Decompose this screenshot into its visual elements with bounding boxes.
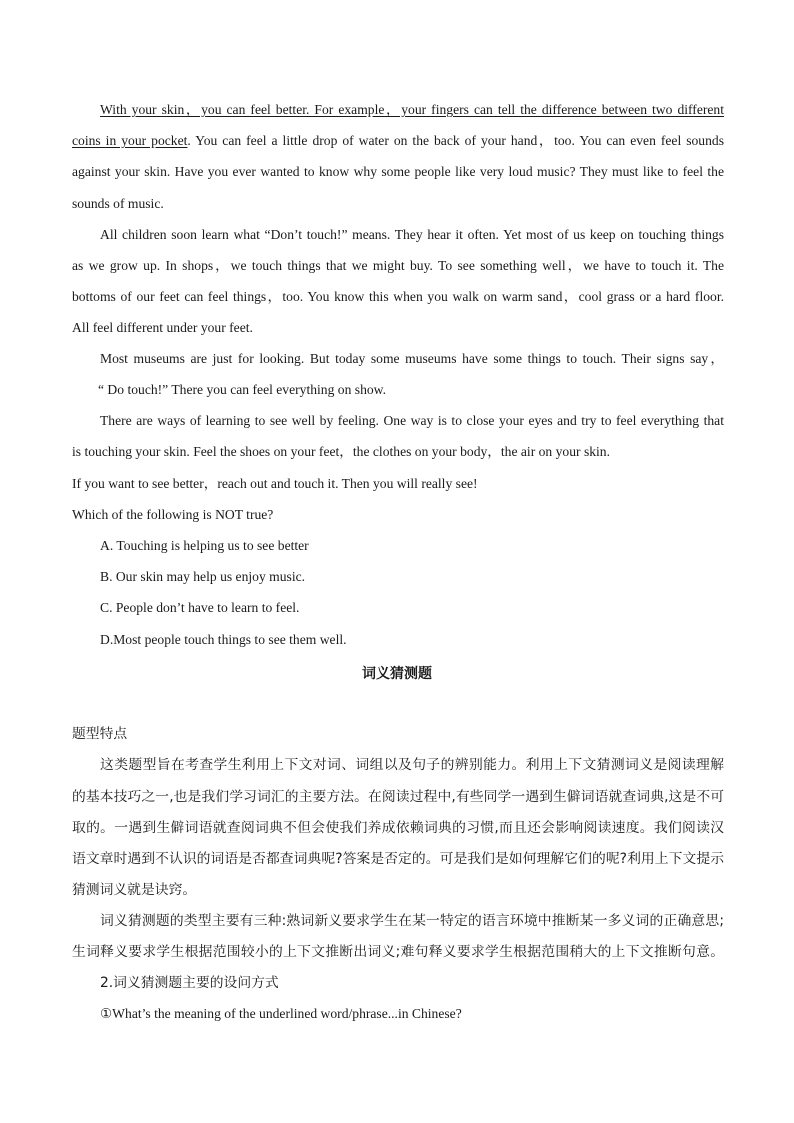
passage-p1-line4: sounds of music. [72, 196, 164, 211]
passage-p2-line2: as we grow up. In shops，we touch things that we might buy. To see something well，we have to touch it. The [72, 258, 724, 273]
passage-p1-line3: against your skin. Have you ever wanted to know why some people like very loud music? They must like to feel the [72, 164, 724, 179]
section-para2-line2: 生词释义要求学生根据范围较小的上下文推断出词义;难句释义要求学生根据范围稍大的上下文推断句意。 [72, 944, 724, 960]
option-b: B. Our skin may help us enjoy music. [100, 569, 306, 584]
passage-p2-line3: bottoms of our feet can feel things，too. You know this when you walk on warm sand，cool grass or a hard floor. [72, 289, 724, 304]
passage-p4-line2: is touching your skin. Feel the shoes on your feet，the clothes on your body，the air on your skin. [72, 444, 611, 459]
option-a: A. Touching is helping us to see better [100, 538, 309, 553]
passage-text: . You can feel a little drop of water on the back of your hand，too. You can even feel sounds [187, 133, 724, 148]
passage-p2-line1: All children soon learn what “Don’t touch!” means. They hear it often. Yet most of us keep on touching things [100, 227, 724, 242]
section-para1-line4: 语文章时遇到不认识的词语是否都查词典呢?答案是否定的。可是我们是如何理解它们的呢?利用上下文提示 [72, 851, 724, 867]
passage-p4-line1: There are ways of learning to see well by feeling. One way is to close your eyes and try to feel everything that [100, 413, 724, 428]
underlined-sentence: With your skin，you can feel better. For example，your fingers can tell the difference between two different [100, 102, 724, 117]
section-para1-line1: 这类题型旨在考查学生利用上下文对词、词组以及句子的辨别能力。利用上下文猜测词义是阅读理解 [100, 757, 724, 773]
passage-p5: If you want to see better，reach out and touch it. Then you will really see! [72, 476, 478, 491]
passage-p1-line1 [100, 100, 724, 120]
section-subheading: 题型特点 [72, 726, 128, 742]
passage-p3-line2: “ Do touch!” There you can feel everything on show. [98, 382, 387, 397]
section-para1-line3: 取的。一遇到生僻词语就查阅词典不但会使我们养成依赖词典的习惯,而且还会影响阅读速度。我们阅读汉 [72, 820, 724, 836]
section-para1-line2: 的基本技巧之一,也是我们学习词汇的主要方法。在阅读过程中,有些同学一遇到生僻词语就查词典,这是不可 [72, 789, 724, 805]
underlined-phrase: coins in your pocket [72, 133, 188, 148]
passage-p1-line2 [72, 131, 724, 151]
item2-title: 2.词义猜测题主要的设问方式 [100, 975, 279, 991]
section-heading: 词义猜测题 [362, 666, 432, 682]
option-c: C. People don’t have to learn to feel. [100, 600, 300, 615]
item2-question1: ①What’s the meaning of the underlined word/phrase...in Chinese? [100, 1006, 462, 1021]
section-para2-line1: 词义猜测题的类型主要有三种:熟词新义要求学生在某一特定的语言环境中推断某一多义词的正确意思; [100, 913, 724, 929]
passage-p3-line1: Most museums are just for looking. But today some museums have some things to touch. Their signs say， [100, 351, 724, 366]
section-para1-line5: 猜测词义就是诀窍。 [72, 882, 197, 898]
option-d: D.Most people touch things to see them well. [100, 632, 347, 647]
question-stem: Which of the following is NOT true? [72, 507, 274, 522]
passage-p2-line4: All feel different under your feet. [72, 320, 253, 335]
